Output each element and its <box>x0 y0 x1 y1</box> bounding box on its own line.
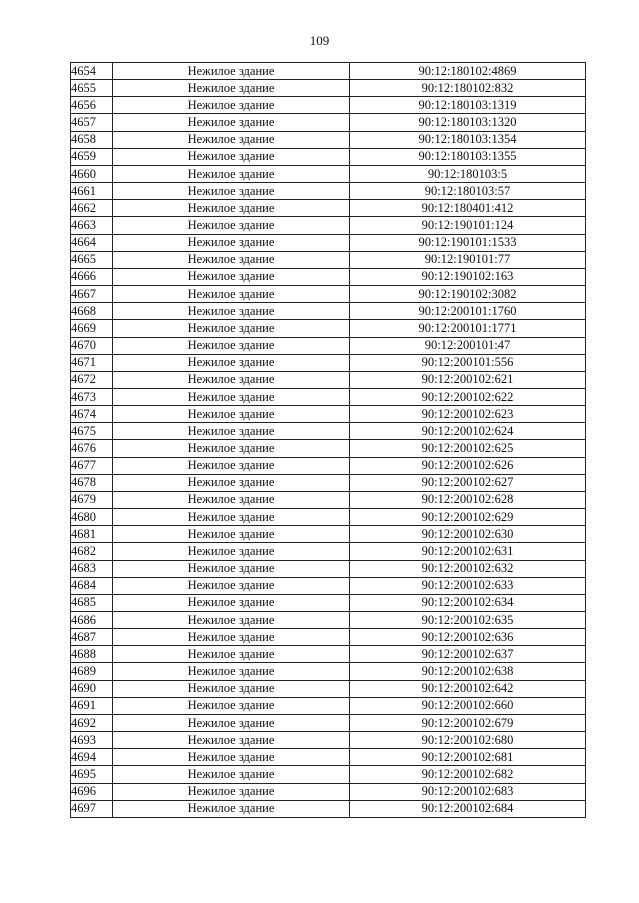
cadastral-number-cell: 90:12:200102:632 <box>350 560 586 577</box>
cadastral-number-cell: 90:12:200102:680 <box>350 732 586 749</box>
object-type-cell: Нежилое здание <box>113 800 350 817</box>
cadastral-number-cell: 90:12:200102:621 <box>350 371 586 388</box>
table-row <box>71 337 586 354</box>
row-number-cell: 4674 <box>71 406 113 423</box>
row-number-cell: 4689 <box>71 663 113 680</box>
row-number-cell: 4695 <box>71 766 113 783</box>
object-type-cell: Нежилое здание <box>113 63 350 80</box>
registry-table <box>70 62 586 818</box>
row-number-cell: 4686 <box>71 612 113 629</box>
table-row <box>71 97 586 114</box>
table-row <box>71 80 586 97</box>
row-number-cell: 4659 <box>71 148 113 165</box>
table-row <box>71 646 586 663</box>
table-row <box>71 183 586 200</box>
cadastral-number-cell: 90:12:180103:1319 <box>350 97 586 114</box>
object-type-cell: Нежилое здание <box>113 594 350 611</box>
object-type-cell: Нежилое здание <box>113 251 350 268</box>
row-number-cell: 4692 <box>71 714 113 731</box>
object-type-cell: Нежилое здание <box>113 714 350 731</box>
row-number-cell: 4679 <box>71 491 113 508</box>
cadastral-number-cell: 90:12:200101:47 <box>350 337 586 354</box>
table-row <box>71 406 586 423</box>
object-type-cell: Нежилое здание <box>113 543 350 560</box>
object-type-cell: Нежилое здание <box>113 320 350 337</box>
cadastral-number-cell: 90:12:200102:623 <box>350 406 586 423</box>
table-row <box>71 560 586 577</box>
object-type-cell: Нежилое здание <box>113 371 350 388</box>
object-type-cell: Нежилое здание <box>113 629 350 646</box>
cadastral-number-cell: 90:12:200102:624 <box>350 423 586 440</box>
cadastral-number-cell: 90:12:200102:637 <box>350 646 586 663</box>
row-number-cell: 4673 <box>71 388 113 405</box>
table-row <box>71 577 586 594</box>
cadastral-number-cell: 90:12:200102:636 <box>350 629 586 646</box>
table-row <box>71 388 586 405</box>
row-number-cell: 4665 <box>71 251 113 268</box>
object-type-cell: Нежилое здание <box>113 423 350 440</box>
cadastral-number-cell: 90:12:200102:634 <box>350 594 586 611</box>
table-row <box>71 680 586 697</box>
row-number-cell: 4658 <box>71 131 113 148</box>
object-type-cell: Нежилое здание <box>113 183 350 200</box>
page-number: 109 <box>309 33 330 48</box>
row-number-cell: 4660 <box>71 165 113 182</box>
cadastral-number-cell: 90:12:180102:4869 <box>350 63 586 80</box>
row-number-cell: 4685 <box>71 594 113 611</box>
object-type-cell: Нежилое здание <box>113 165 350 182</box>
table-row <box>71 286 586 303</box>
row-number-cell: 4661 <box>71 183 113 200</box>
row-number-cell: 4668 <box>71 303 113 320</box>
table-row <box>71 354 586 371</box>
object-type-cell: Нежилое здание <box>113 577 350 594</box>
table-row <box>71 749 586 766</box>
object-type-cell: Нежилое здание <box>113 97 350 114</box>
cadastral-number-cell: 90:12:200102:635 <box>350 612 586 629</box>
object-type-cell: Нежилое здание <box>113 388 350 405</box>
object-type-cell: Нежилое здание <box>113 474 350 491</box>
table-row <box>71 371 586 388</box>
cadastral-number-cell: 90:12:200102:626 <box>350 457 586 474</box>
cadastral-number-cell: 90:12:200102:683 <box>350 783 586 800</box>
cadastral-number-cell: 90:12:200101:1771 <box>350 320 586 337</box>
cadastral-number-cell: 90:12:180401:412 <box>350 200 586 217</box>
table-row <box>71 697 586 714</box>
row-number-cell: 4670 <box>71 337 113 354</box>
registry-table-body <box>71 63 586 818</box>
cadastral-number-cell: 90:12:200102:682 <box>350 766 586 783</box>
row-number-cell: 4663 <box>71 217 113 234</box>
table-row <box>71 234 586 251</box>
table-row <box>71 440 586 457</box>
table-row <box>71 63 586 80</box>
row-number-cell: 4677 <box>71 457 113 474</box>
row-number-cell: 4691 <box>71 697 113 714</box>
row-number-cell: 4693 <box>71 732 113 749</box>
cadastral-number-cell: 90:12:200102:627 <box>350 474 586 491</box>
row-number-cell: 4664 <box>71 234 113 251</box>
table-row <box>71 509 586 526</box>
table-row <box>71 200 586 217</box>
table-row <box>71 131 586 148</box>
row-number-cell: 4654 <box>71 63 113 80</box>
row-number-cell: 4667 <box>71 286 113 303</box>
cadastral-number-cell: 90:12:200102:629 <box>350 509 586 526</box>
row-number-cell: 4690 <box>71 680 113 697</box>
cadastral-number-cell: 90:12:180103:57 <box>350 183 586 200</box>
cadastral-number-cell: 90:12:200102:622 <box>350 388 586 405</box>
row-number-cell: 4681 <box>71 526 113 543</box>
object-type-cell: Нежилое здание <box>113 80 350 97</box>
object-type-cell: Нежилое здание <box>113 491 350 508</box>
object-type-cell: Нежилое здание <box>113 560 350 577</box>
row-number-cell: 4694 <box>71 749 113 766</box>
object-type-cell: Нежилое здание <box>113 612 350 629</box>
row-number-cell: 4655 <box>71 80 113 97</box>
cadastral-number-cell: 90:12:200102:684 <box>350 800 586 817</box>
cadastral-number-cell: 90:12:200101:556 <box>350 354 586 371</box>
cadastral-number-cell: 90:12:200102:660 <box>350 697 586 714</box>
object-type-cell: Нежилое здание <box>113 526 350 543</box>
object-type-cell: Нежилое здание <box>113 354 350 371</box>
object-type-cell: Нежилое здание <box>113 783 350 800</box>
row-number-cell: 4657 <box>71 114 113 131</box>
object-type-cell: Нежилое здание <box>113 766 350 783</box>
row-number-cell: 4684 <box>71 577 113 594</box>
table-row <box>71 320 586 337</box>
row-number-cell: 4672 <box>71 371 113 388</box>
table-row <box>71 251 586 268</box>
table-row <box>71 526 586 543</box>
table-row <box>71 114 586 131</box>
table-row <box>71 165 586 182</box>
row-number-cell: 4676 <box>71 440 113 457</box>
table-row <box>71 543 586 560</box>
cadastral-number-cell: 90:12:200102:630 <box>350 526 586 543</box>
object-type-cell: Нежилое здание <box>113 303 350 320</box>
object-type-cell: Нежилое здание <box>113 732 350 749</box>
cadastral-number-cell: 90:12:180103:1354 <box>350 131 586 148</box>
row-number-cell: 4680 <box>71 509 113 526</box>
cadastral-number-cell: 90:12:200102:679 <box>350 714 586 731</box>
cadastral-number-cell: 90:12:180103:1355 <box>350 148 586 165</box>
row-number-cell: 4688 <box>71 646 113 663</box>
object-type-cell: Нежилое здание <box>113 663 350 680</box>
cadastral-number-cell: 90:12:200102:642 <box>350 680 586 697</box>
object-type-cell: Нежилое здание <box>113 114 350 131</box>
object-type-cell: Нежилое здание <box>113 697 350 714</box>
object-type-cell: Нежилое здание <box>113 268 350 285</box>
cadastral-number-cell: 90:12:190102:3082 <box>350 286 586 303</box>
object-type-cell: Нежилое здание <box>113 148 350 165</box>
object-type-cell: Нежилое здание <box>113 749 350 766</box>
table-row <box>71 268 586 285</box>
object-type-cell: Нежилое здание <box>113 646 350 663</box>
table-row <box>71 474 586 491</box>
object-type-cell: Нежилое здание <box>113 509 350 526</box>
row-number-cell: 4697 <box>71 800 113 817</box>
object-type-cell: Нежилое здание <box>113 406 350 423</box>
table-row <box>71 714 586 731</box>
object-type-cell: Нежилое здание <box>113 337 350 354</box>
object-type-cell: Нежилое здание <box>113 234 350 251</box>
table-row <box>71 629 586 646</box>
table-row <box>71 783 586 800</box>
cadastral-number-cell: 90:12:180103:1320 <box>350 114 586 131</box>
object-type-cell: Нежилое здание <box>113 457 350 474</box>
row-number-cell: 4669 <box>71 320 113 337</box>
cadastral-number-cell: 90:12:180102:832 <box>350 80 586 97</box>
object-type-cell: Нежилое здание <box>113 440 350 457</box>
table-row <box>71 148 586 165</box>
cadastral-number-cell: 90:12:200102:625 <box>350 440 586 457</box>
table-row <box>71 217 586 234</box>
object-type-cell: Нежилое здание <box>113 286 350 303</box>
row-number-cell: 4666 <box>71 268 113 285</box>
cadastral-number-cell: 90:12:200102:631 <box>350 543 586 560</box>
cadastral-number-cell: 90:12:200102:628 <box>350 491 586 508</box>
row-number-cell: 4696 <box>71 783 113 800</box>
object-type-cell: Нежилое здание <box>113 217 350 234</box>
table-row <box>71 303 586 320</box>
cadastral-number-cell: 90:12:200101:1760 <box>350 303 586 320</box>
cadastral-number-cell: 90:12:180103:5 <box>350 165 586 182</box>
cadastral-number-cell: 90:12:190101:77 <box>350 251 586 268</box>
row-number-cell: 4687 <box>71 629 113 646</box>
cadastral-number-cell: 90:12:200102:633 <box>350 577 586 594</box>
table-row <box>71 663 586 680</box>
table-row <box>71 800 586 817</box>
cadastral-number-cell: 90:12:200102:681 <box>350 749 586 766</box>
row-number-cell: 4675 <box>71 423 113 440</box>
object-type-cell: Нежилое здание <box>113 680 350 697</box>
cadastral-number-cell: 90:12:200102:638 <box>350 663 586 680</box>
row-number-cell: 4656 <box>71 97 113 114</box>
row-number-cell: 4662 <box>71 200 113 217</box>
row-number-cell: 4671 <box>71 354 113 371</box>
table-row <box>71 594 586 611</box>
table-row <box>71 491 586 508</box>
table-row <box>71 423 586 440</box>
cadastral-number-cell: 90:12:190101:124 <box>350 217 586 234</box>
row-number-cell: 4682 <box>71 543 113 560</box>
object-type-cell: Нежилое здание <box>113 200 350 217</box>
table-row <box>71 612 586 629</box>
row-number-cell: 4678 <box>71 474 113 491</box>
cadastral-number-cell: 90:12:190101:1533 <box>350 234 586 251</box>
cadastral-number-cell: 90:12:190102:163 <box>350 268 586 285</box>
row-number-cell: 4683 <box>71 560 113 577</box>
object-type-cell: Нежилое здание <box>113 131 350 148</box>
table-row <box>71 732 586 749</box>
table-row <box>71 457 586 474</box>
table-row <box>71 766 586 783</box>
